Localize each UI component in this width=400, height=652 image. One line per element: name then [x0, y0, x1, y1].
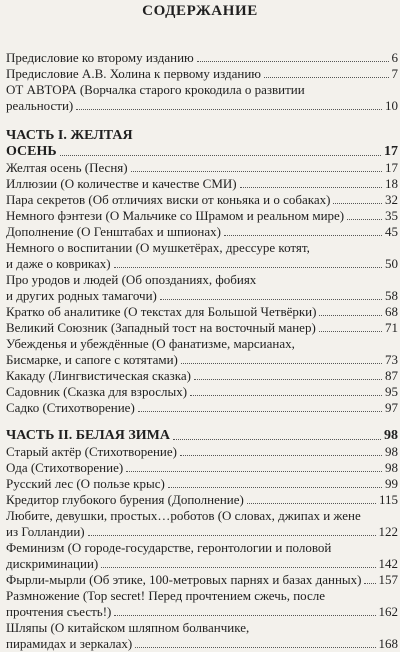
- page-number: 115: [378, 492, 398, 507]
- page-number: 142: [378, 556, 398, 571]
- toc-entry: [6, 336, 398, 368]
- toc-entry: [6, 240, 398, 272]
- dot-leader: [160, 299, 382, 300]
- entry-title-line: Желтая осень (Песня): [6, 160, 128, 175]
- entry-title-line: ЧАСТЬ I. ЖЕЛТАЯ: [6, 128, 133, 143]
- page-number: 157: [378, 572, 398, 587]
- dot-leader: [319, 315, 382, 316]
- entry-title-line: Феминизм (О городе-государстве, геронтологии и половой: [6, 540, 332, 555]
- entry-title-line: ОТ АВТОРА (Ворчалка старого крокодила о развитии: [6, 82, 305, 97]
- dot-leader: [181, 363, 382, 364]
- entry-title-line: Любите, девушки, простых…роботов (О словах, джипах и жене: [6, 508, 361, 523]
- toc-entry: [6, 444, 398, 460]
- entry-title-line: Пара секретов (Об отличиях виски от коньяка и о собаках): [6, 192, 331, 207]
- entry-title-line: Фырли-мырли (Об этике, 100-метровых парнях и базах данных): [6, 572, 362, 587]
- toc-entry: [6, 160, 398, 176]
- entry-title-line: из Голландии): [6, 524, 85, 539]
- toc-entry: [6, 50, 398, 66]
- page-number: 87: [385, 368, 398, 383]
- entry-title-line: Про уродов и людей (Об опозданиях, фобиях: [6, 272, 257, 287]
- dot-leader: [138, 411, 382, 412]
- toc-entry: [6, 82, 398, 114]
- page-title: СОДЕРЖАНИЕ: [142, 3, 258, 19]
- dot-leader: [114, 615, 375, 616]
- entry-title-line: и других родных тамагочи): [6, 288, 157, 303]
- entry-title-line: Великий Союзник (Западный тост на восточный манер): [6, 320, 316, 335]
- page-number: 58: [385, 288, 398, 303]
- entry-title-line: прочтения съесть!): [6, 604, 112, 619]
- dot-leader: [264, 77, 389, 78]
- page-number: 168: [378, 636, 398, 651]
- page-number: 7: [391, 66, 398, 81]
- entry-title-line: Садко (Стихотворение): [6, 400, 135, 415]
- toc-entry: [6, 540, 398, 572]
- toc-entry: [6, 368, 398, 384]
- page-number: 50: [385, 256, 398, 271]
- dot-leader: [319, 331, 382, 332]
- part-2-section: [6, 428, 398, 652]
- entry-title-line: Какаду (Лингвистическая сказка): [6, 368, 191, 383]
- dot-leader: [114, 267, 382, 268]
- page-number: 122: [378, 524, 398, 539]
- toc-entry: [6, 208, 398, 224]
- toc-entry: [6, 320, 398, 336]
- entry-title-line: Предисловие ко второму изданию: [6, 50, 194, 65]
- toc-entry: [6, 272, 398, 304]
- entry-title-line: Убежденья и убеждённые (О фанатизме, марсианах,: [6, 336, 295, 351]
- page-number: 68: [385, 304, 398, 319]
- entry-title-line: Садовник (Сказка для взрослых): [6, 384, 188, 399]
- entry-title-line: дискриминации): [6, 556, 99, 571]
- entry-title-line: Шляпы (О китайском шляпном болванчике,: [6, 620, 250, 635]
- dot-leader: [101, 567, 375, 568]
- toc-entry: [6, 508, 398, 540]
- page-number: 98: [384, 428, 398, 443]
- entry-title-line: Иллюзии (О количестве и качестве СМИ): [6, 176, 237, 191]
- dot-leader: [126, 471, 382, 472]
- entry-title-line: Предисловие А.В. Холина к первому изданию: [6, 66, 261, 81]
- page-number: 99: [385, 476, 398, 491]
- page-number: 35: [385, 208, 398, 223]
- dot-leader: [76, 109, 382, 110]
- toc-entry: [6, 620, 398, 652]
- page-number: 17: [384, 144, 398, 159]
- dot-leader: [88, 535, 376, 536]
- entry-title-line: Ода (Стихотворение): [6, 460, 124, 475]
- entry-title-line: Бисмарке, и сапоге с котятами): [6, 352, 178, 367]
- entry-title-line: ЧАСТЬ II. БЕЛАЯ ЗИМА: [6, 428, 170, 443]
- part-heading: [6, 128, 398, 160]
- entry-title-line: Немного фэнтези (О Мальчике со Шрамом и реальном мире): [6, 208, 345, 223]
- page-number: 18: [385, 176, 398, 191]
- intro-section: [6, 50, 398, 114]
- toc-entry: [6, 384, 398, 400]
- dot-leader: [135, 647, 375, 648]
- entry-title-line: Размножение (Top secret! Перед прочтением сжечь, после: [6, 588, 326, 603]
- dot-leader: [347, 219, 382, 220]
- entry-title-line: Немного о воспитании (О мушкетёрах, дрессуре котят,: [6, 240, 310, 255]
- toc-entry: [6, 192, 398, 208]
- entry-title-line: ОСЕНЬ: [6, 144, 57, 159]
- page-number: 17: [385, 160, 398, 175]
- toc-entry: [6, 400, 398, 416]
- page-number: 73: [385, 352, 398, 367]
- dot-leader: [131, 171, 382, 172]
- page-number: 32: [385, 192, 398, 207]
- entry-title-line: и даже о ковриках): [6, 256, 111, 271]
- page-number: 98: [385, 460, 398, 475]
- toc-entry: [6, 588, 398, 620]
- page-number: 6: [391, 50, 398, 65]
- part-1-section: [6, 128, 398, 416]
- dot-leader: [333, 203, 382, 204]
- toc-entry: [6, 476, 398, 492]
- entry-title-line: реальности): [6, 98, 74, 113]
- dot-leader: [247, 503, 376, 504]
- toc-entry: [6, 492, 398, 508]
- dot-leader: [364, 583, 375, 584]
- dot-leader: [197, 61, 389, 62]
- page-number: 71: [385, 320, 398, 335]
- page-number: 98: [385, 444, 398, 459]
- page-number: 45: [385, 224, 398, 239]
- toc-entry: [6, 224, 398, 240]
- dot-leader: [194, 379, 382, 380]
- dot-leader: [190, 395, 382, 396]
- dot-leader: [173, 439, 381, 440]
- toc-entry: [6, 304, 398, 320]
- entry-title-line: Дополнение (О Генштабах и шпионах): [6, 224, 221, 239]
- dot-leader: [240, 187, 382, 188]
- toc-entry: [6, 66, 398, 82]
- entry-title-line: Кредитор глубокого бурения (Дополнение): [6, 492, 244, 507]
- dot-leader: [168, 487, 382, 488]
- page-number: 10: [385, 98, 398, 113]
- toc-entry: [6, 176, 398, 192]
- page-number: 97: [385, 400, 398, 415]
- entry-title-line: пирамидах и зеркалах): [6, 636, 133, 651]
- dot-leader: [180, 455, 382, 456]
- entry-title-line: Старый актёр (Стихотворение): [6, 444, 177, 459]
- entry-title-line: Кратко об аналитике (О текстах для Большой Четвёрки): [6, 304, 317, 319]
- dot-leader: [60, 155, 381, 156]
- page-number: 95: [385, 384, 398, 399]
- toc-entry: [6, 460, 398, 476]
- toc-entry: [6, 572, 398, 588]
- dot-leader: [224, 235, 382, 236]
- page-number: 162: [378, 604, 398, 619]
- entry-title-line: Русский лес (О пользе крыс): [6, 476, 165, 491]
- part-heading: [6, 428, 398, 444]
